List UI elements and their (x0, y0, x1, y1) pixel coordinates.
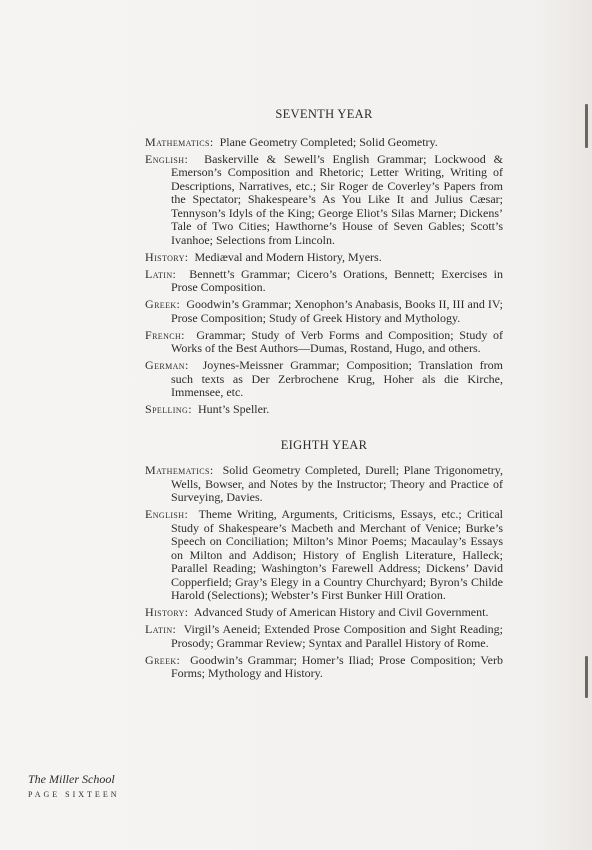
entry-mathematics: Mathematics: Solid Geometry Completed, Durell; Plane Trigonometry, Wells, Bowser, and Notes by the Instructor; Theory and Practice of Surveying, Davies. (145, 463, 503, 504)
entry-german: German: Joynes-Meissner Grammar; Composition; Translation from such texts as Der Zerbrochene Krug, Hoher als die Kirche, Immensee, etc. (145, 358, 504, 399)
entry-greek: Greek: Goodwin’s Grammar; Homer’s Iliad; Prose Composition; Verb Forms; Mythology and History. (145, 652, 504, 680)
course-listing (145, 108, 503, 684)
scan-edge-mark (585, 656, 588, 698)
section-heading-eighth: EIGHTH YEAR (280, 437, 368, 452)
entry-history: History: Advanced Study of American History and Civil Government. (145, 605, 489, 619)
page-footer (28, 772, 119, 799)
scan-edge-mark (585, 104, 588, 148)
section-heading-seventh: SEVENTH YEAR (275, 107, 373, 121)
entry-latin: Latin: Bennett’s Grammar; Cicero’s Orations, Bennett; Exercises in Prose Composition. (145, 266, 504, 294)
entry-french: French: Grammar; Study of Verb Forms and Composition; Study of Works of the Best Authors—Dumas, Rostand, Hugo, and others. (145, 327, 504, 355)
entry-history: History: Mediæval and Modern History, Myers. (145, 249, 382, 264)
entry-english: English: Baskerville & Sewell’s English Grammar; Lockwood & Emerson’s Composition and Rhetoric; Letter Writing, Writing of Descriptions, Narratives, etc.; Sir Roger de Coverley’s Papers from the Spectator; Shakespeare’s As You Like It and Julius Cæsar; Tennyson’s Idyls of the King; George Eliot’s Silas Marner; Dickens’ Tale of Two Cities; Hawthorne’s House of Seven Gables; Scott’s Ivanhoe; Selections from Lincoln. (145, 151, 503, 247)
school-name: The Miller School (28, 772, 115, 786)
entry-mathematics: Mathematics: Plane Geometry Completed; Solid Geometry. (145, 134, 438, 149)
page-number: PAGE SIXTEEN (28, 790, 120, 799)
entry-english: English: Theme Writing, Arguments, Criticisms, Essays, etc.; Critical Study of Shakespeare’s Macbeth and Merchant of Venice; Burke’s Speech on Conciliation; Milton’s Minor Poems; Macaulay’s Essays on Milton and Addison; History of English Literature, Halleck; Parallel Reading; Washington’s Farewell Address; Dickens’ David Copperfield; Gray’s Elegy in a Country Churchyard; Byron’s Childe Harold (Selections); Webster’s First Bunker Hill Oration. (145, 507, 503, 602)
entry-spelling: Spelling: Hunt’s Speller. (145, 402, 270, 416)
entry-greek: Greek: Goodwin’s Grammar; Xenophon’s Anabasis, Books II, III and IV; Prose Composition; Study of Greek History and Mythology. (145, 297, 503, 325)
entry-latin: Latin: Virgil’s Aeneid; Extended Prose Composition and Sight Reading; Prosody; Grammar Review; Syntax and Parallel History of Rome. (145, 622, 503, 650)
